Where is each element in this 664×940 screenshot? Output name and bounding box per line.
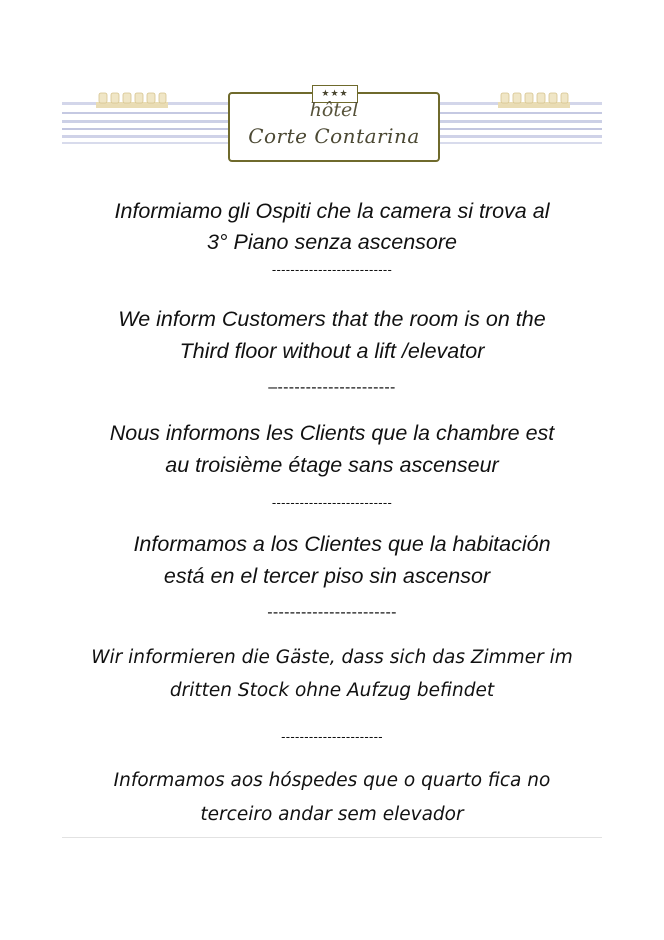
- notice-french-line-2: au troisième étage sans ascenseur: [165, 453, 499, 477]
- notice-portuguese-line-2: terceiro andar sem elevador: [200, 804, 464, 825]
- hotel-logo: [228, 88, 440, 162]
- notice-english-line-2: Third floor without a lift /elevator: [179, 339, 485, 363]
- notice-german-line-2: dritten Stock ohne Aufzug befindet: [169, 680, 495, 701]
- notice-italian-line-1: Informiamo gli Ospiti che la camera si trova al: [114, 199, 550, 223]
- crown-ornament-icon: [96, 90, 168, 110]
- notice-spanish-line-2: está en el tercer piso sin ascensor: [163, 564, 491, 588]
- separator: ----------------------: [281, 729, 383, 744]
- notice-portuguese-line-1: Informamos aos hóspedes que o quarto fica no: [113, 770, 551, 791]
- separator: --------------------------: [271, 495, 393, 510]
- crown-ornament-icon: [498, 90, 570, 110]
- hotel-header: [62, 78, 602, 168]
- notice-spanish-line-1: Informamos a los Clientes que la habitación: [133, 532, 551, 556]
- footer-divider: [62, 837, 602, 838]
- notice-italian-line-2: 3° Piano senza ascensore: [206, 230, 458, 254]
- notice-english-line-1: We inform Customers that the room is on the: [118, 307, 546, 331]
- rating-stars: ★★★: [312, 85, 358, 103]
- separator: --------------------------: [271, 262, 393, 277]
- notice-french-line-1: Nous informons les Clients que la chambre est: [109, 421, 555, 445]
- notice-german-line-1: Wir informieren die Gäste, dass sich das Zimmer im: [91, 647, 573, 668]
- separator: –---------------------: [268, 379, 396, 396]
- separator: -----------------------: [267, 604, 397, 621]
- logo-hotel-name: Corte Contarina: [248, 124, 420, 148]
- logo-hotel-word: hôtel: [309, 99, 359, 121]
